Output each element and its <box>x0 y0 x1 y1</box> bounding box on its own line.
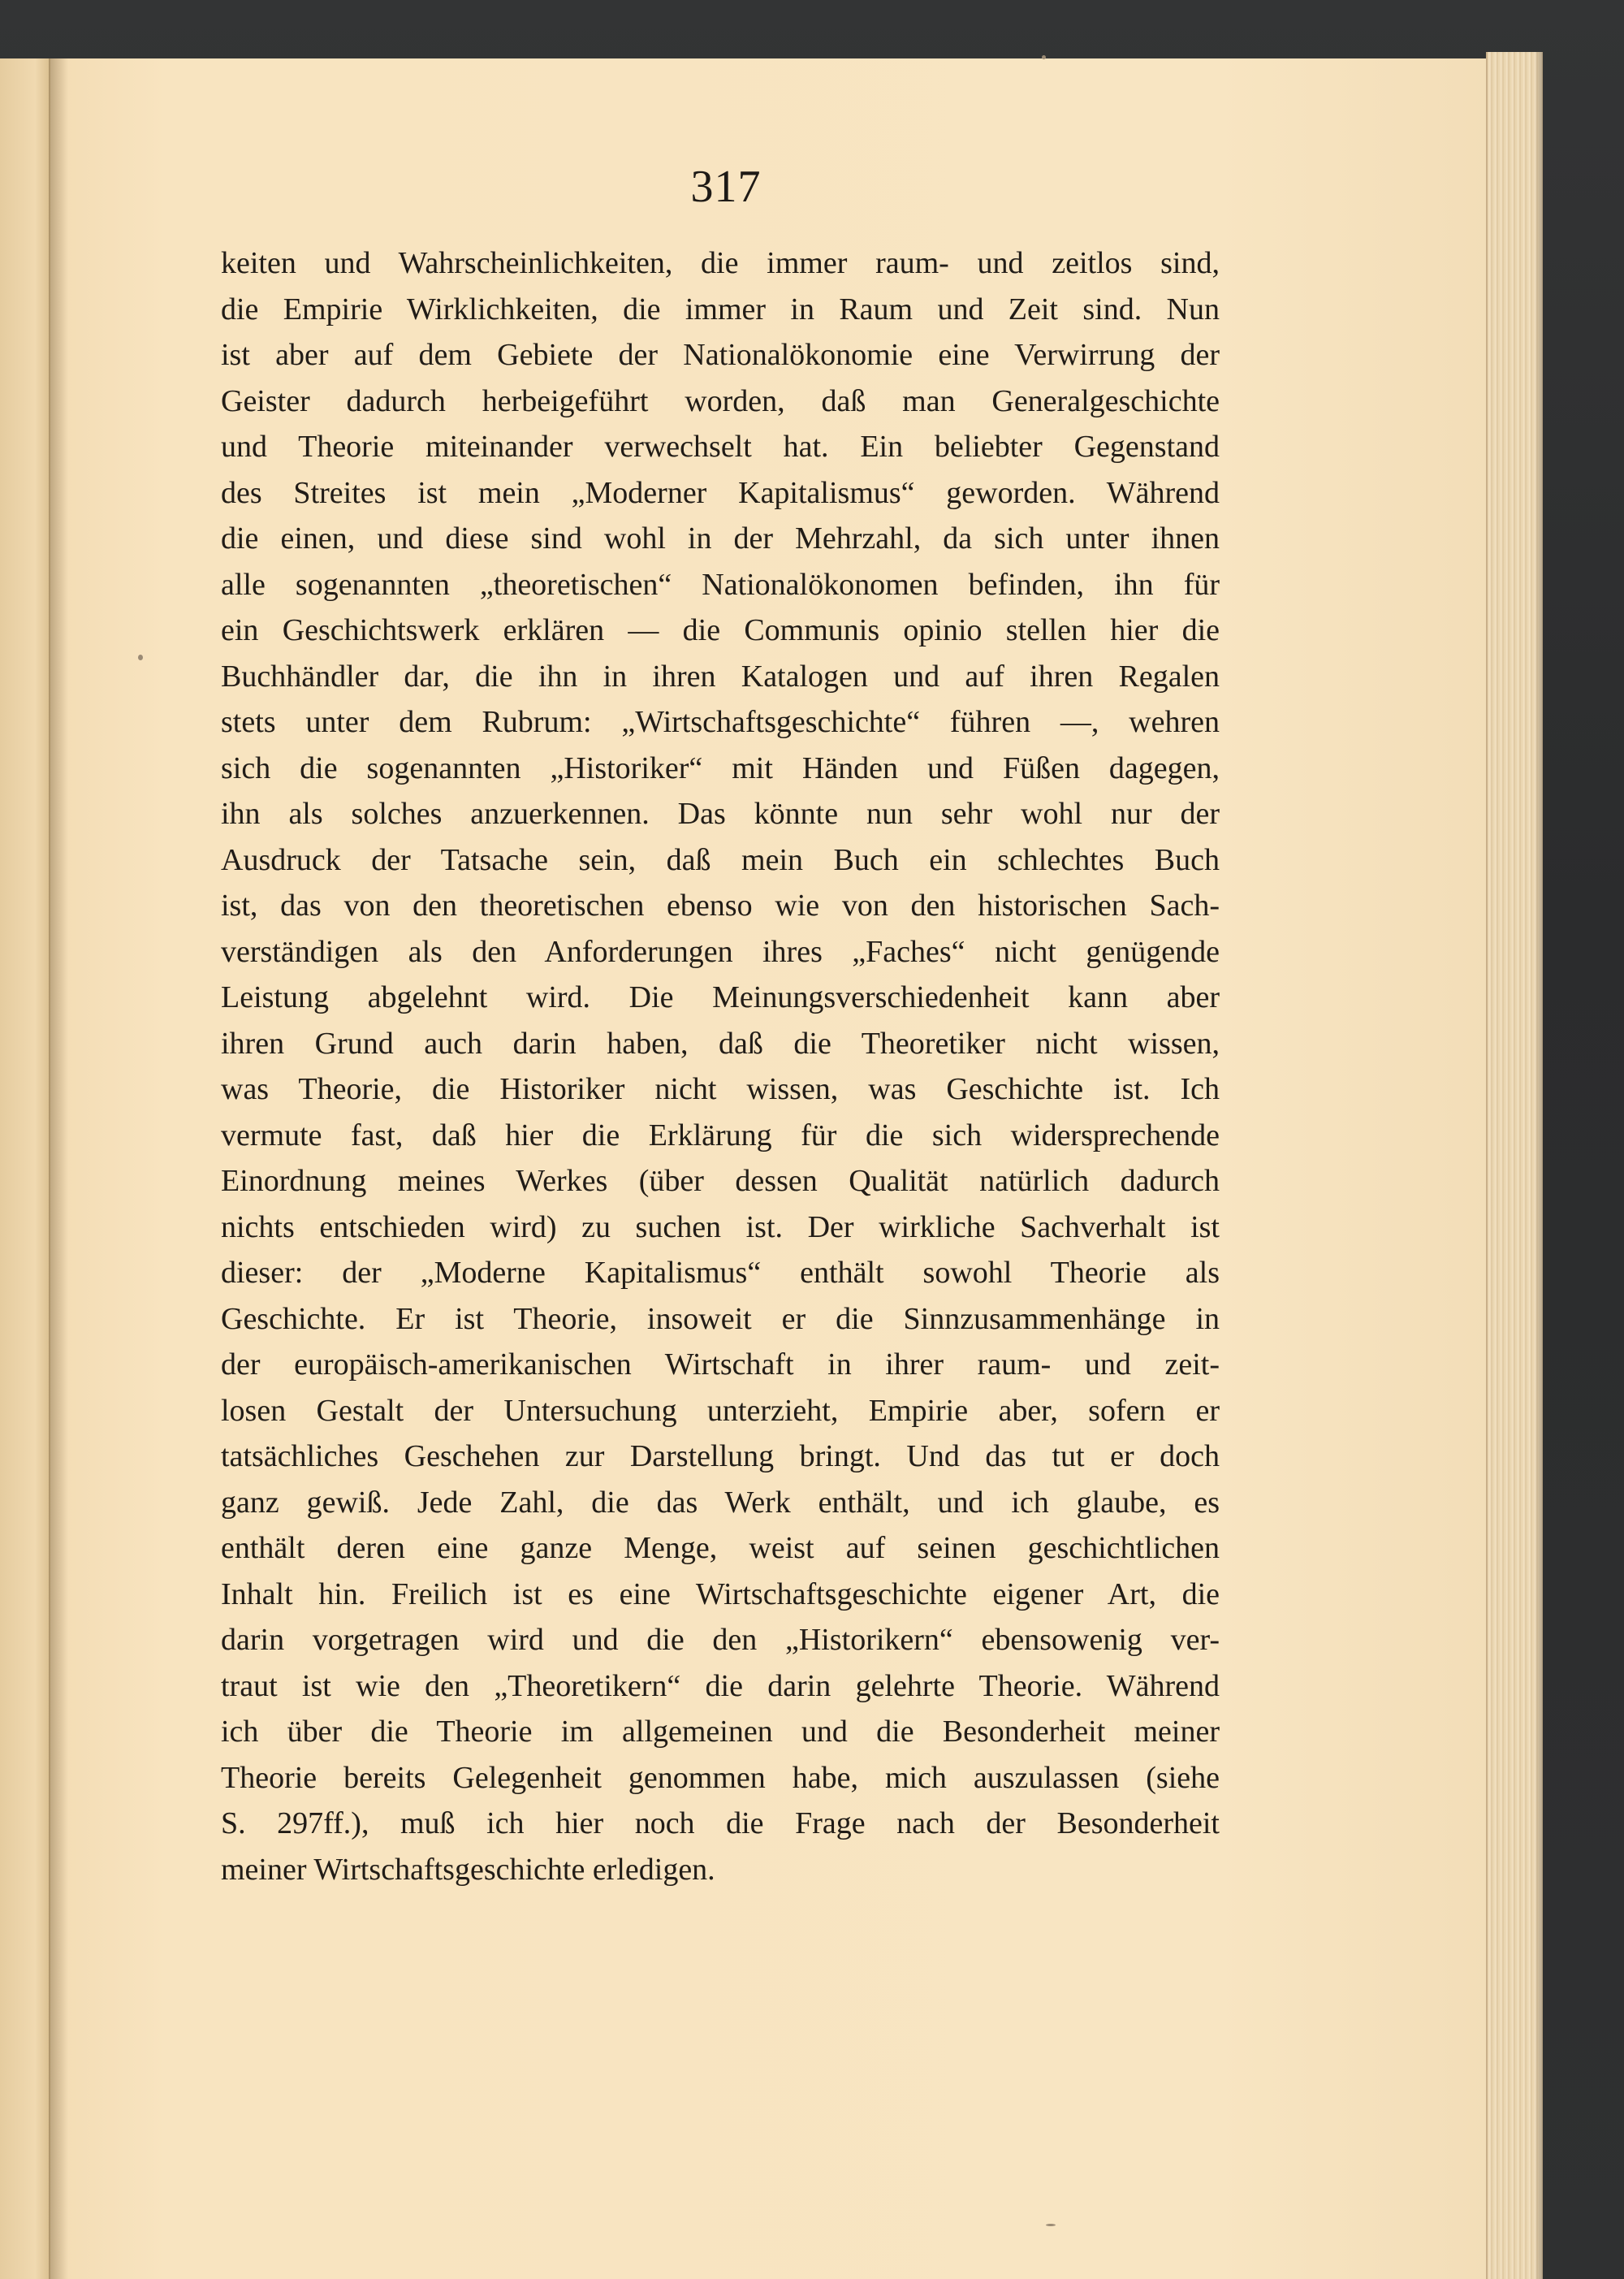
text-line: keiten und Wahrscheinlichkeiten, die immer raum- und zeitlos sind, <box>221 246 1220 280</box>
text-line: sich die sogenannten „Historiker“ mit Händen und Füßen dagegen, <box>221 750 1220 785</box>
text-line: ist, das von den theoretischen ebenso wie von den historischen Sach- <box>221 889 1220 923</box>
text-line: dieser: der „Moderne Kapitalismus“ enthält sowohl Theorie als <box>221 1256 1220 1290</box>
text-line: vermute fast, daß hier die Erklärung für die sich widersprechende <box>221 1118 1220 1152</box>
text-line: Ausdruck der Tatsache sein, daß mein Buch ein schlechtes Buch <box>221 842 1220 877</box>
text-line: ist aber auf dem Gebiete der Nationalökonomie eine Verwirrung der <box>221 338 1220 372</box>
text-line: die einen, und diese sind wohl in der Mehrzahl, da sich unter ihnen <box>221 521 1220 556</box>
binding-gutter <box>49 58 68 2279</box>
text-line: Theorie bereits Gelegenheit genommen habe, mich auszulassen (siehe <box>221 1760 1220 1795</box>
page-stack-edges <box>1486 52 1543 2279</box>
text-line: tatsächliches Geschehen zur Darstellung bringt. Und das tut er doch <box>221 1439 1220 1473</box>
text-line: alle sogenannten „theoretischen“ Nationalökonomen befinden, ihn für <box>221 567 1220 602</box>
text-line: traut ist wie den „Theoretikern“ die darin gelehrte Theorie. Während <box>221 1668 1220 1703</box>
text-line: ihn als solches anzuerkennen. Das könnte nun sehr wohl nur der <box>221 797 1220 831</box>
text-line: stets unter dem Rubrum: „Wirtschaftsgeschichte“ führen —, wehren <box>221 705 1220 739</box>
paper-speck <box>138 655 143 660</box>
text-line: nichts entschieden wird) zu suchen ist. Der wirkliche Sachverhalt ist <box>221 1209 1220 1244</box>
text-line: Inhalt hin. Freilich ist es eine Wirtschaftsgeschichte eigener Art, die <box>221 1576 1220 1611</box>
text-line: ein Geschichtswerk erklären — die Communis opinio stellen hier die <box>221 613 1220 647</box>
text-line: ich über die Theorie im allgemeinen und die Besonderheit meiner <box>221 1715 1220 1749</box>
text-line: die Empirie Wirklichkeiten, die immer in Raum und Zeit sind. Nun <box>221 292 1220 326</box>
text-line: losen Gestalt der Untersuchung unterzieht, Empirie aber, sofern er <box>221 1393 1220 1428</box>
text-line: S. 297ff.), muß ich hier noch die Frage nach der Besonderheit <box>221 1806 1220 1840</box>
text-line: und Theorie miteinander verwechselt hat. Ein beliebter Gegenstand <box>221 430 1220 464</box>
facing-page-edge <box>0 58 52 2279</box>
page-number: 317 <box>690 162 762 212</box>
paper-speck <box>1046 2224 1056 2226</box>
text-line: darin vorgetragen wird und die den „Historikern“ ebensowenig ver- <box>221 1623 1220 1657</box>
text-line: Einordnung meines Werkes (über dessen Qualität natürlich dadurch <box>221 1164 1220 1198</box>
text-line: Geschichte. Er ist Theorie, insoweit er die Sinnzusammenhänge in <box>221 1301 1220 1336</box>
text-line: enthält deren eine ganze Menge, weist auf seinen geschichtlichen <box>221 1531 1220 1565</box>
text-line: ihren Grund auch darin haben, daß die Theoretiker nicht wissen, <box>221 1026 1220 1061</box>
text-line: verständigen als den Anforderungen ihres „Faches“ nicht genügende <box>221 934 1220 969</box>
text-line: des Streites ist mein „Moderner Kapitalismus“ geworden. Während <box>221 475 1220 510</box>
text-line: was Theorie, die Historiker nicht wissen, was Geschichte ist. Ich <box>221 1072 1220 1106</box>
body-text <box>221 240 1220 1892</box>
text-line: Buchhändler dar, die ihn in ihren Katalogen und auf ihren Regalen <box>221 659 1220 694</box>
text-line: der europäisch-amerikanischen Wirtschaft in ihrer raum- und zeit- <box>221 1347 1220 1382</box>
text-line: Geister dadurch herbeigeführt worden, daß man Generalgeschichte <box>221 383 1220 418</box>
paper-speck <box>1042 55 1046 59</box>
text-line: meiner Wirtschaftsgeschichte erledigen. <box>221 1852 715 1887</box>
text-line: ganz gewiß. Jede Zahl, die das Werk enthält, und ich glaube, es <box>221 1485 1220 1520</box>
text-line: Leistung abgelehnt wird. Die Meinungsverschiedenheit kann aber <box>221 980 1220 1014</box>
